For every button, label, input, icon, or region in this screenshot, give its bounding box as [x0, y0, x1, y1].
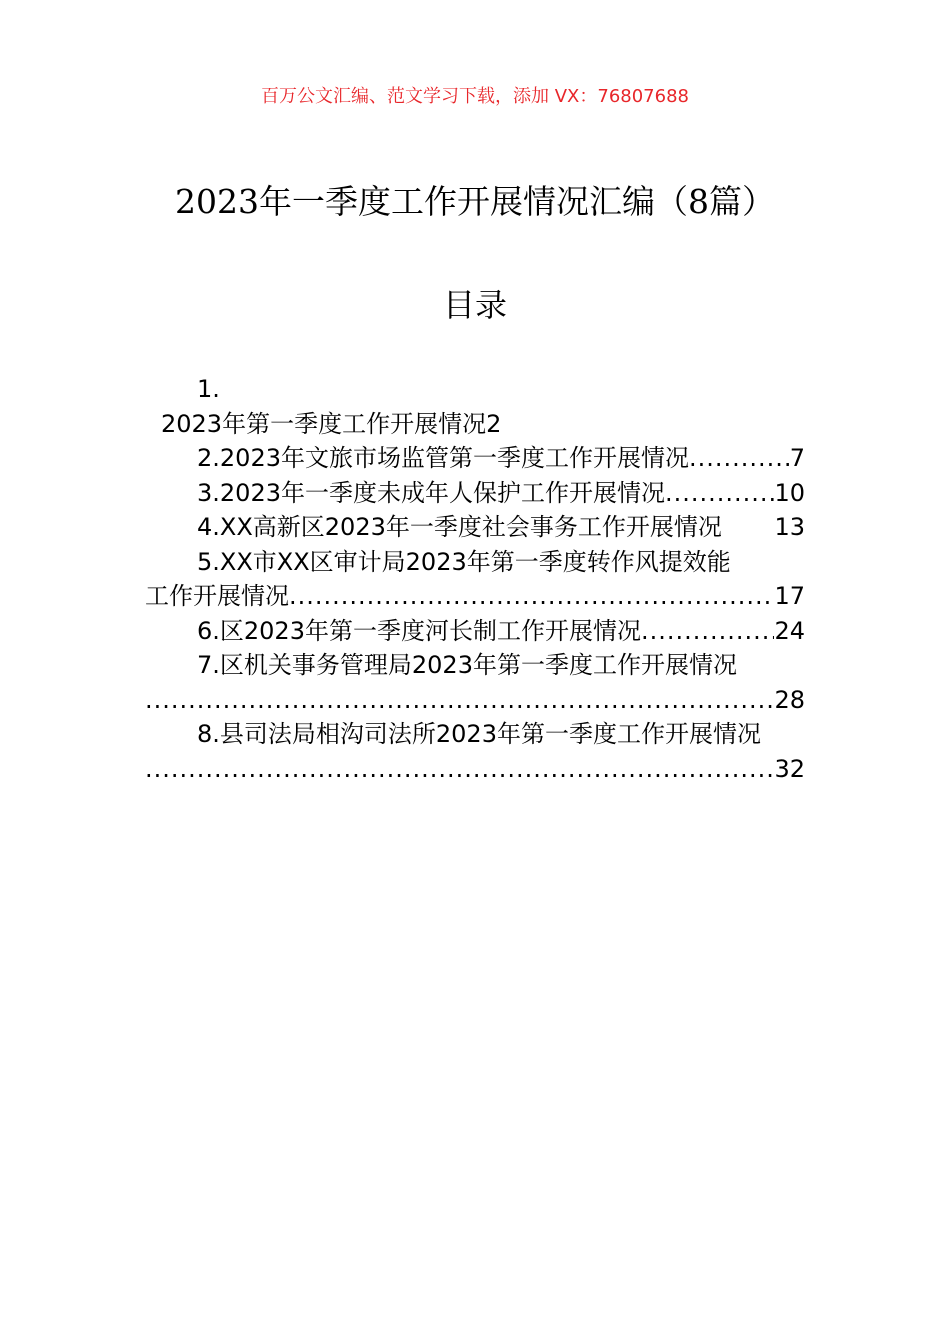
toc-leader-dots [145, 683, 774, 718]
toc-leader-dots [665, 476, 774, 511]
toc-item-8[interactable] [145, 717, 805, 752]
toc-item-2[interactable] [145, 441, 805, 476]
toc-item-8-continued[interactable] [145, 752, 805, 787]
toc-item-5[interactable] [145, 545, 805, 580]
toc-item-number: 1. [197, 375, 220, 403]
toc-leader-dots [289, 579, 774, 614]
document-title: 2023年一季度工作开展情况汇编（8篇） [175, 182, 775, 221]
toc-page-number: 28 [774, 685, 805, 714]
promo-header: 百万公文汇编、范文学习下载，添加 VX：76807688 [261, 86, 689, 107]
toc-item-5-continued[interactable] [145, 579, 805, 614]
toc-page-number: 7 [789, 444, 805, 472]
toc-heading: 目录 [442, 286, 507, 324]
toc-item-label: 4.XX高新区2023年一季度社会事务工作开展情况 [197, 513, 722, 541]
toc-page-number: 17 [774, 582, 805, 610]
toc-leader-dots [641, 614, 774, 649]
toc-page-number: 13 [774, 513, 805, 541]
toc-item-1-number[interactable] [145, 372, 805, 407]
toc-item-label: 8.县司法局相沟司法所2023年第一季度工作开展情况 [197, 720, 761, 748]
toc-item-label-continued: 工作开展情况 [145, 582, 289, 610]
toc-item-7-continued[interactable] [145, 683, 805, 718]
toc-item-label: 2023年第一季度工作开展情况2 [161, 409, 502, 438]
toc-item-4[interactable] [145, 510, 805, 545]
toc-item-1[interactable] [145, 407, 805, 442]
toc-item-label: 3.2023年一季度未成年人保护工作开展情况 [197, 478, 665, 507]
toc-page-number: 10 [774, 478, 805, 507]
toc-page-number: 24 [774, 616, 805, 645]
toc-item-6[interactable] [145, 614, 805, 649]
toc-item-label: 2.2023年文旅市场监管第一季度工作开展情况 [197, 444, 689, 472]
toc-page-number: 32 [774, 754, 805, 783]
toc-item-3[interactable] [145, 476, 805, 511]
table-of-contents [145, 372, 805, 786]
toc-item-label: 5.XX市XX区审计局2023年第一季度转作风提效能 [197, 547, 731, 576]
toc-item-label: 7.区机关事务管理局2023年第一季度工作开展情况 [197, 651, 737, 679]
toc-item-7[interactable] [145, 648, 805, 683]
toc-item-label: 6.区2023年第一季度河长制工作开展情况 [197, 616, 641, 645]
toc-leader-dots [145, 752, 774, 787]
toc-leader-dots [689, 441, 790, 476]
